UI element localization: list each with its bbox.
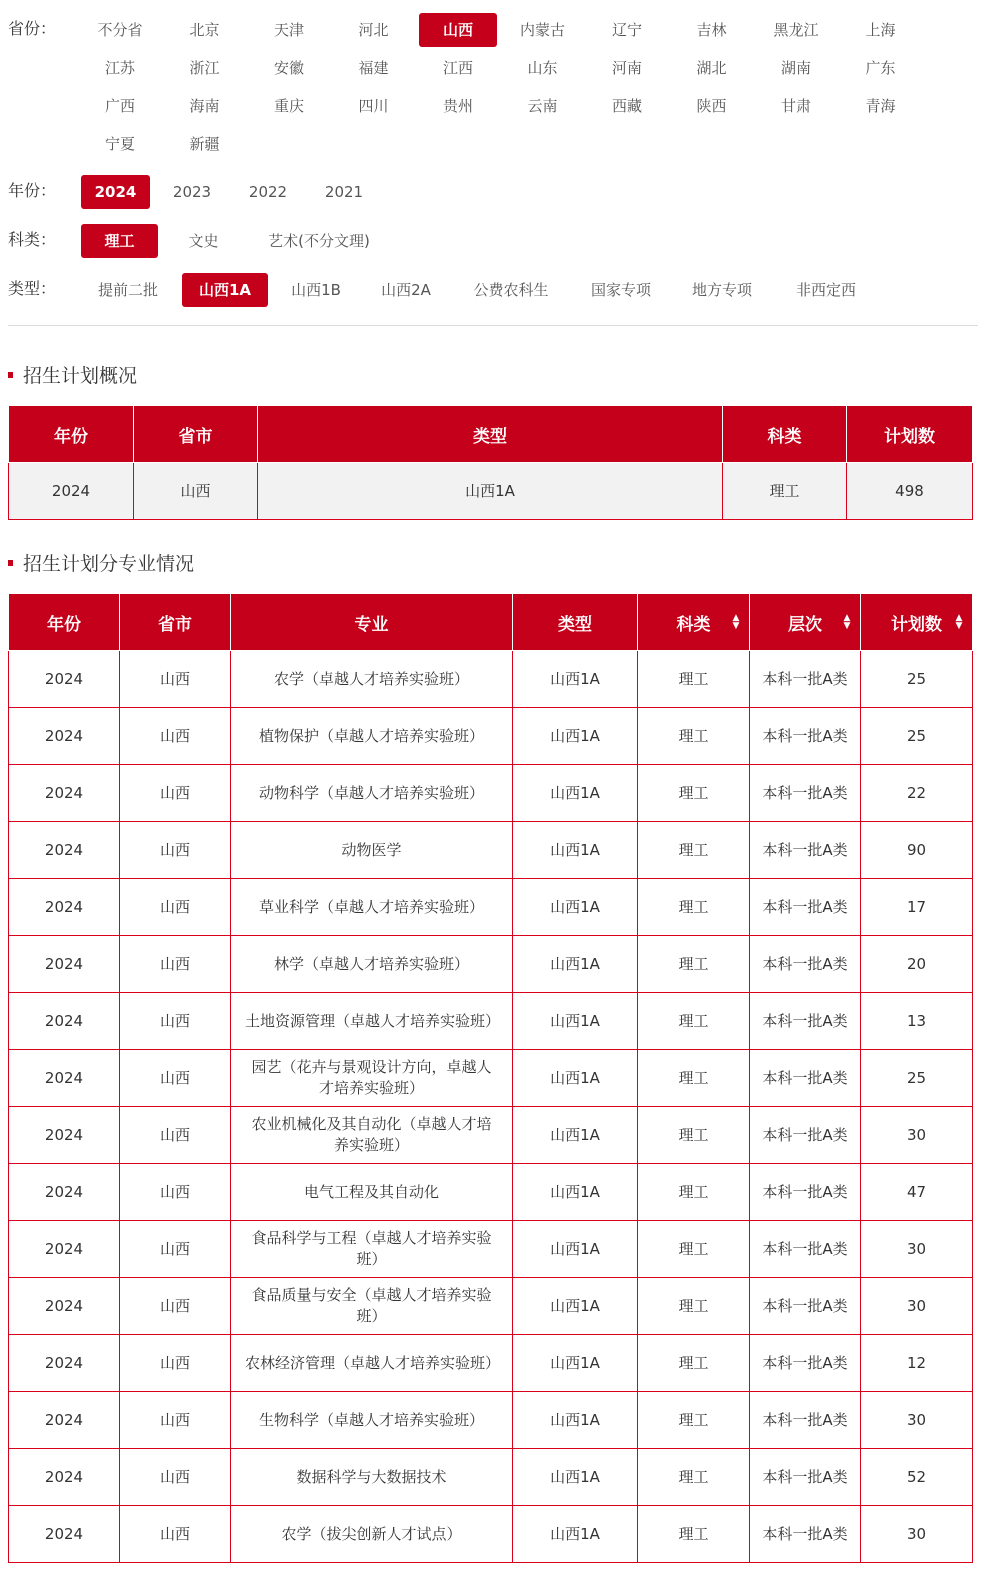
table-cell: 土地资源管理（卓越人才培养实验班）	[231, 993, 513, 1050]
table-cell: 山西1A	[513, 879, 638, 936]
summary-section-title	[8, 361, 137, 388]
table-cell: 理工	[638, 708, 750, 765]
province-option[interactable]: 四川	[358, 97, 389, 115]
province-option[interactable]: 甘肃	[780, 97, 811, 115]
table-cell: 本科一批A类	[750, 1449, 861, 1506]
table-cell: 本科一批A类	[750, 651, 861, 708]
table-cell: 22	[861, 765, 973, 822]
province-option[interactable]: 广西	[104, 97, 135, 115]
subject-option[interactable]: 艺术(不分文理)	[268, 232, 370, 250]
table-cell: 山西	[120, 1107, 231, 1164]
summary-cell: 理工	[723, 463, 847, 520]
province-option[interactable]: 河北	[358, 21, 389, 39]
table-cell: 本科一批A类	[750, 1107, 861, 1164]
province-option[interactable]: 山东	[527, 59, 558, 77]
year-option[interactable]: 2023	[172, 183, 212, 201]
detail-title-text: 招生计划分专业情况	[23, 553, 195, 575]
table-cell: 山西	[120, 1164, 231, 1221]
table-cell: 理工	[638, 651, 750, 708]
table-row	[9, 879, 973, 936]
province-option[interactable]: 吉林	[696, 21, 727, 39]
table-cell: 2024	[9, 1164, 120, 1221]
province-option[interactable]: 河南	[611, 59, 642, 77]
table-cell: 电气工程及其自动化	[231, 1164, 513, 1221]
table-cell: 理工	[638, 1506, 750, 1563]
summary-header-cell: 省市	[134, 406, 258, 463]
table-cell: 本科一批A类	[750, 765, 861, 822]
table-cell: 30	[861, 1506, 973, 1563]
province-option[interactable]: 不分省	[97, 21, 143, 39]
table-row	[9, 822, 973, 879]
detail-header-label: 层次	[788, 614, 822, 635]
filter-divider	[8, 325, 978, 326]
table-cell: 农林经济管理（卓越人才培养实验班）	[231, 1335, 513, 1392]
province-option[interactable]: 上海	[865, 21, 896, 39]
table-cell: 本科一批A类	[750, 822, 861, 879]
table-cell: 食品质量与安全（卓越人才培养实验班）	[231, 1278, 513, 1335]
province-option[interactable]: 江西	[442, 59, 473, 77]
detail-header-cell	[513, 594, 638, 651]
province-option[interactable]: 黑龙江	[773, 21, 819, 39]
province-option[interactable]: 云南	[527, 97, 558, 115]
summary-header-cell: 类型	[258, 406, 723, 463]
table-cell: 林学（卓越人才培养实验班）	[231, 936, 513, 993]
summary-cell: 山西1A	[258, 463, 723, 520]
table-row	[9, 1050, 973, 1107]
province-option[interactable]: 广东	[865, 59, 896, 77]
summary-header-cell: 科类	[723, 406, 847, 463]
subject-label: 科类：	[8, 230, 57, 249]
table-cell: 理工	[638, 1449, 750, 1506]
table-cell: 12	[861, 1335, 973, 1392]
province-option[interactable]: 山西	[419, 13, 497, 47]
table-cell: 13	[861, 993, 973, 1050]
type-option[interactable]: 提前二批	[97, 281, 158, 299]
province-option[interactable]: 重庆	[273, 97, 304, 115]
table-cell: 山西	[120, 1335, 231, 1392]
type-option[interactable]: 地方专项	[691, 281, 752, 299]
table-cell: 2024	[9, 1221, 120, 1278]
table-cell: 山西	[120, 651, 231, 708]
detail-header-cell	[231, 594, 513, 651]
table-cell: 25	[861, 651, 973, 708]
province-option[interactable]: 新疆	[189, 135, 220, 153]
table-cell: 2024	[9, 993, 120, 1050]
province-option[interactable]: 青海	[865, 97, 896, 115]
table-cell: 山西1A	[513, 1107, 638, 1164]
table-cell: 生物科学（卓越人才培养实验班）	[231, 1392, 513, 1449]
table-cell: 2024	[9, 822, 120, 879]
table-row	[9, 765, 973, 822]
table-cell: 本科一批A类	[750, 1392, 861, 1449]
table-cell: 2024	[9, 1392, 120, 1449]
table-cell: 农学（拔尖创新人才试点）	[231, 1506, 513, 1563]
table-cell: 理工	[638, 936, 750, 993]
type-option[interactable]: 非西定西	[795, 281, 856, 299]
subject-option[interactable]: 文史	[188, 232, 219, 250]
province-label: 省份：	[8, 19, 57, 38]
table-cell: 山西	[120, 822, 231, 879]
table-cell: 动物科学（卓越人才培养实验班）	[231, 765, 513, 822]
summary-header-cell: 计划数	[847, 406, 973, 463]
detail-header-label: 省市	[158, 614, 192, 635]
table-row	[9, 1164, 973, 1221]
summary-cell: 498	[847, 463, 973, 520]
detail-header-cell[interactable]	[861, 594, 973, 651]
type-option[interactable]: 国家专项	[590, 281, 651, 299]
summary-table	[8, 405, 973, 520]
table-row	[9, 1449, 973, 1506]
table-row	[9, 993, 973, 1050]
table-cell: 本科一批A类	[750, 1050, 861, 1107]
detail-header-cell	[9, 594, 120, 651]
year-option[interactable]: 2022	[248, 183, 288, 201]
year-option[interactable]: 2021	[324, 183, 364, 201]
table-cell: 本科一批A类	[750, 1278, 861, 1335]
table-cell: 2024	[9, 1335, 120, 1392]
table-cell: 园艺（花卉与景观设计方向，卓越人才培养实验班）	[231, 1050, 513, 1107]
table-cell: 理工	[638, 1164, 750, 1221]
province-option[interactable]: 辽宁	[611, 21, 642, 39]
year-label: 年份：	[8, 181, 57, 200]
table-cell: 山西1A	[513, 1050, 638, 1107]
table-cell: 草业科学（卓越人才培养实验班）	[231, 879, 513, 936]
table-cell: 山西	[120, 936, 231, 993]
sort-icon[interactable]: ▲ ▼	[955, 613, 963, 631]
province-option[interactable]: 福建	[358, 59, 389, 77]
table-cell: 山西	[120, 1050, 231, 1107]
table-cell: 山西	[120, 1221, 231, 1278]
detail-header-cell[interactable]	[638, 594, 750, 651]
table-cell: 90	[861, 822, 973, 879]
table-cell: 理工	[638, 1278, 750, 1335]
table-cell: 47	[861, 1164, 973, 1221]
year-option[interactable]: 2024	[81, 175, 150, 209]
table-cell: 30	[861, 1221, 973, 1278]
table-cell: 数据科学与大数据技术	[231, 1449, 513, 1506]
table-row	[9, 1107, 973, 1164]
table-row	[9, 651, 973, 708]
table-cell: 本科一批A类	[750, 879, 861, 936]
table-cell: 2024	[9, 936, 120, 993]
table-cell: 山西1A	[513, 1221, 638, 1278]
detail-header-cell[interactable]	[750, 594, 861, 651]
table-cell: 本科一批A类	[750, 1164, 861, 1221]
detail-header-label: 年份	[47, 614, 81, 635]
province-option[interactable]: 安徽	[273, 59, 304, 77]
table-cell: 山西1A	[513, 651, 638, 708]
table-cell: 52	[861, 1449, 973, 1506]
table-cell: 理工	[638, 1335, 750, 1392]
detail-header-label: 科类	[676, 614, 711, 635]
table-cell: 农学（卓越人才培养实验班）	[231, 651, 513, 708]
table-cell: 2024	[9, 879, 120, 936]
province-option[interactable]: 北京	[189, 21, 220, 39]
table-row	[9, 1506, 973, 1563]
table-cell: 本科一批A类	[750, 936, 861, 993]
table-cell: 山西	[120, 765, 231, 822]
table-cell: 农业机械化及其自动化（卓越人才培养实验班）	[231, 1107, 513, 1164]
province-option[interactable]: 海南	[189, 97, 220, 115]
table-cell: 山西1A	[513, 1449, 638, 1506]
table-cell: 2024	[9, 1107, 120, 1164]
table-cell: 2024	[9, 1506, 120, 1563]
detail-table	[8, 593, 973, 1563]
province-option[interactable]: 江苏	[104, 59, 135, 77]
table-cell: 山西1A	[513, 822, 638, 879]
type-option[interactable]: 山西1B	[291, 281, 341, 299]
table-cell: 植物保护（卓越人才培养实验班）	[231, 708, 513, 765]
table-cell: 山西	[120, 1278, 231, 1335]
table-cell: 2024	[9, 1449, 120, 1506]
table-cell: 理工	[638, 1050, 750, 1107]
type-option[interactable]: 公费农科生	[473, 281, 549, 299]
table-cell: 食品科学与工程（卓越人才培养实验班）	[231, 1221, 513, 1278]
detail-section-title	[8, 549, 194, 576]
table-cell: 山西1A	[513, 1335, 638, 1392]
province-option[interactable]: 陕西	[696, 97, 727, 115]
table-cell: 山西	[120, 993, 231, 1050]
table-row	[9, 1335, 973, 1392]
province-option[interactable]: 天津	[273, 21, 304, 39]
table-cell: 本科一批A类	[750, 993, 861, 1050]
province-option[interactable]: 宁夏	[104, 135, 135, 153]
table-cell: 理工	[638, 993, 750, 1050]
summary-title-text: 招生计划概况	[23, 365, 138, 387]
province-option[interactable]: 贵州	[442, 97, 473, 115]
sort-icon[interactable]: ▲ ▼	[843, 613, 851, 631]
sort-icon[interactable]: ▲ ▼	[732, 613, 740, 631]
table-cell: 理工	[638, 822, 750, 879]
table-cell: 17	[861, 879, 973, 936]
type-option[interactable]: 山西2A	[381, 281, 431, 299]
province-option[interactable]: 浙江	[189, 59, 220, 77]
table-cell: 2024	[9, 1278, 120, 1335]
table-cell: 2024	[9, 1050, 120, 1107]
table-cell: 20	[861, 936, 973, 993]
table-cell: 理工	[638, 1221, 750, 1278]
table-cell: 30	[861, 1392, 973, 1449]
table-row	[9, 1392, 973, 1449]
table-cell: 山西1A	[513, 936, 638, 993]
table-cell: 理工	[638, 1392, 750, 1449]
table-row	[9, 936, 973, 993]
table-cell: 山西1A	[513, 1392, 638, 1449]
province-option[interactable]: 湖南	[780, 59, 811, 77]
table-cell: 25	[861, 1050, 973, 1107]
table-cell: 理工	[638, 879, 750, 936]
table-cell: 25	[861, 708, 973, 765]
table-cell: 山西1A	[513, 1506, 638, 1563]
summary-cell: 2024	[9, 463, 134, 520]
table-cell: 山西	[120, 1392, 231, 1449]
table-cell: 山西	[120, 1449, 231, 1506]
province-option[interactable]: 西藏	[611, 97, 642, 115]
table-cell: 山西1A	[513, 993, 638, 1050]
table-cell: 2024	[9, 651, 120, 708]
table-cell: 本科一批A类	[750, 1221, 861, 1278]
table-cell: 理工	[638, 765, 750, 822]
province-option[interactable]: 内蒙古	[519, 21, 565, 39]
table-row	[9, 1278, 973, 1335]
table-cell: 本科一批A类	[750, 1506, 861, 1563]
type-label: 类型：	[8, 279, 57, 298]
table-cell: 山西1A	[513, 1164, 638, 1221]
table-cell: 山西1A	[513, 708, 638, 765]
table-cell: 山西	[120, 879, 231, 936]
summary-header-cell: 年份	[9, 406, 134, 463]
table-cell: 山西1A	[513, 1278, 638, 1335]
table-row	[9, 708, 973, 765]
detail-header-cell	[120, 594, 231, 651]
table-cell: 山西1A	[513, 765, 638, 822]
table-cell: 30	[861, 1107, 973, 1164]
table-cell: 本科一批A类	[750, 1335, 861, 1392]
summary-cell: 山西	[134, 463, 258, 520]
province-option[interactable]: 湖北	[696, 59, 727, 77]
table-cell: 2024	[9, 765, 120, 822]
table-row	[9, 1221, 973, 1278]
detail-header-label: 类型	[558, 614, 592, 635]
table-cell: 2024	[9, 708, 120, 765]
table-cell: 山西	[120, 1506, 231, 1563]
table-cell: 山西	[120, 708, 231, 765]
type-option[interactable]: 山西1A	[182, 273, 268, 307]
section-marker	[8, 372, 13, 378]
table-cell: 30	[861, 1278, 973, 1335]
table-cell: 理工	[638, 1107, 750, 1164]
table-cell: 动物医学	[231, 822, 513, 879]
subject-option[interactable]: 理工	[81, 224, 158, 258]
section-marker	[8, 560, 13, 566]
table-cell: 本科一批A类	[750, 708, 861, 765]
detail-header-label: 计划数	[891, 614, 942, 635]
detail-header-label: 专业	[354, 614, 389, 635]
